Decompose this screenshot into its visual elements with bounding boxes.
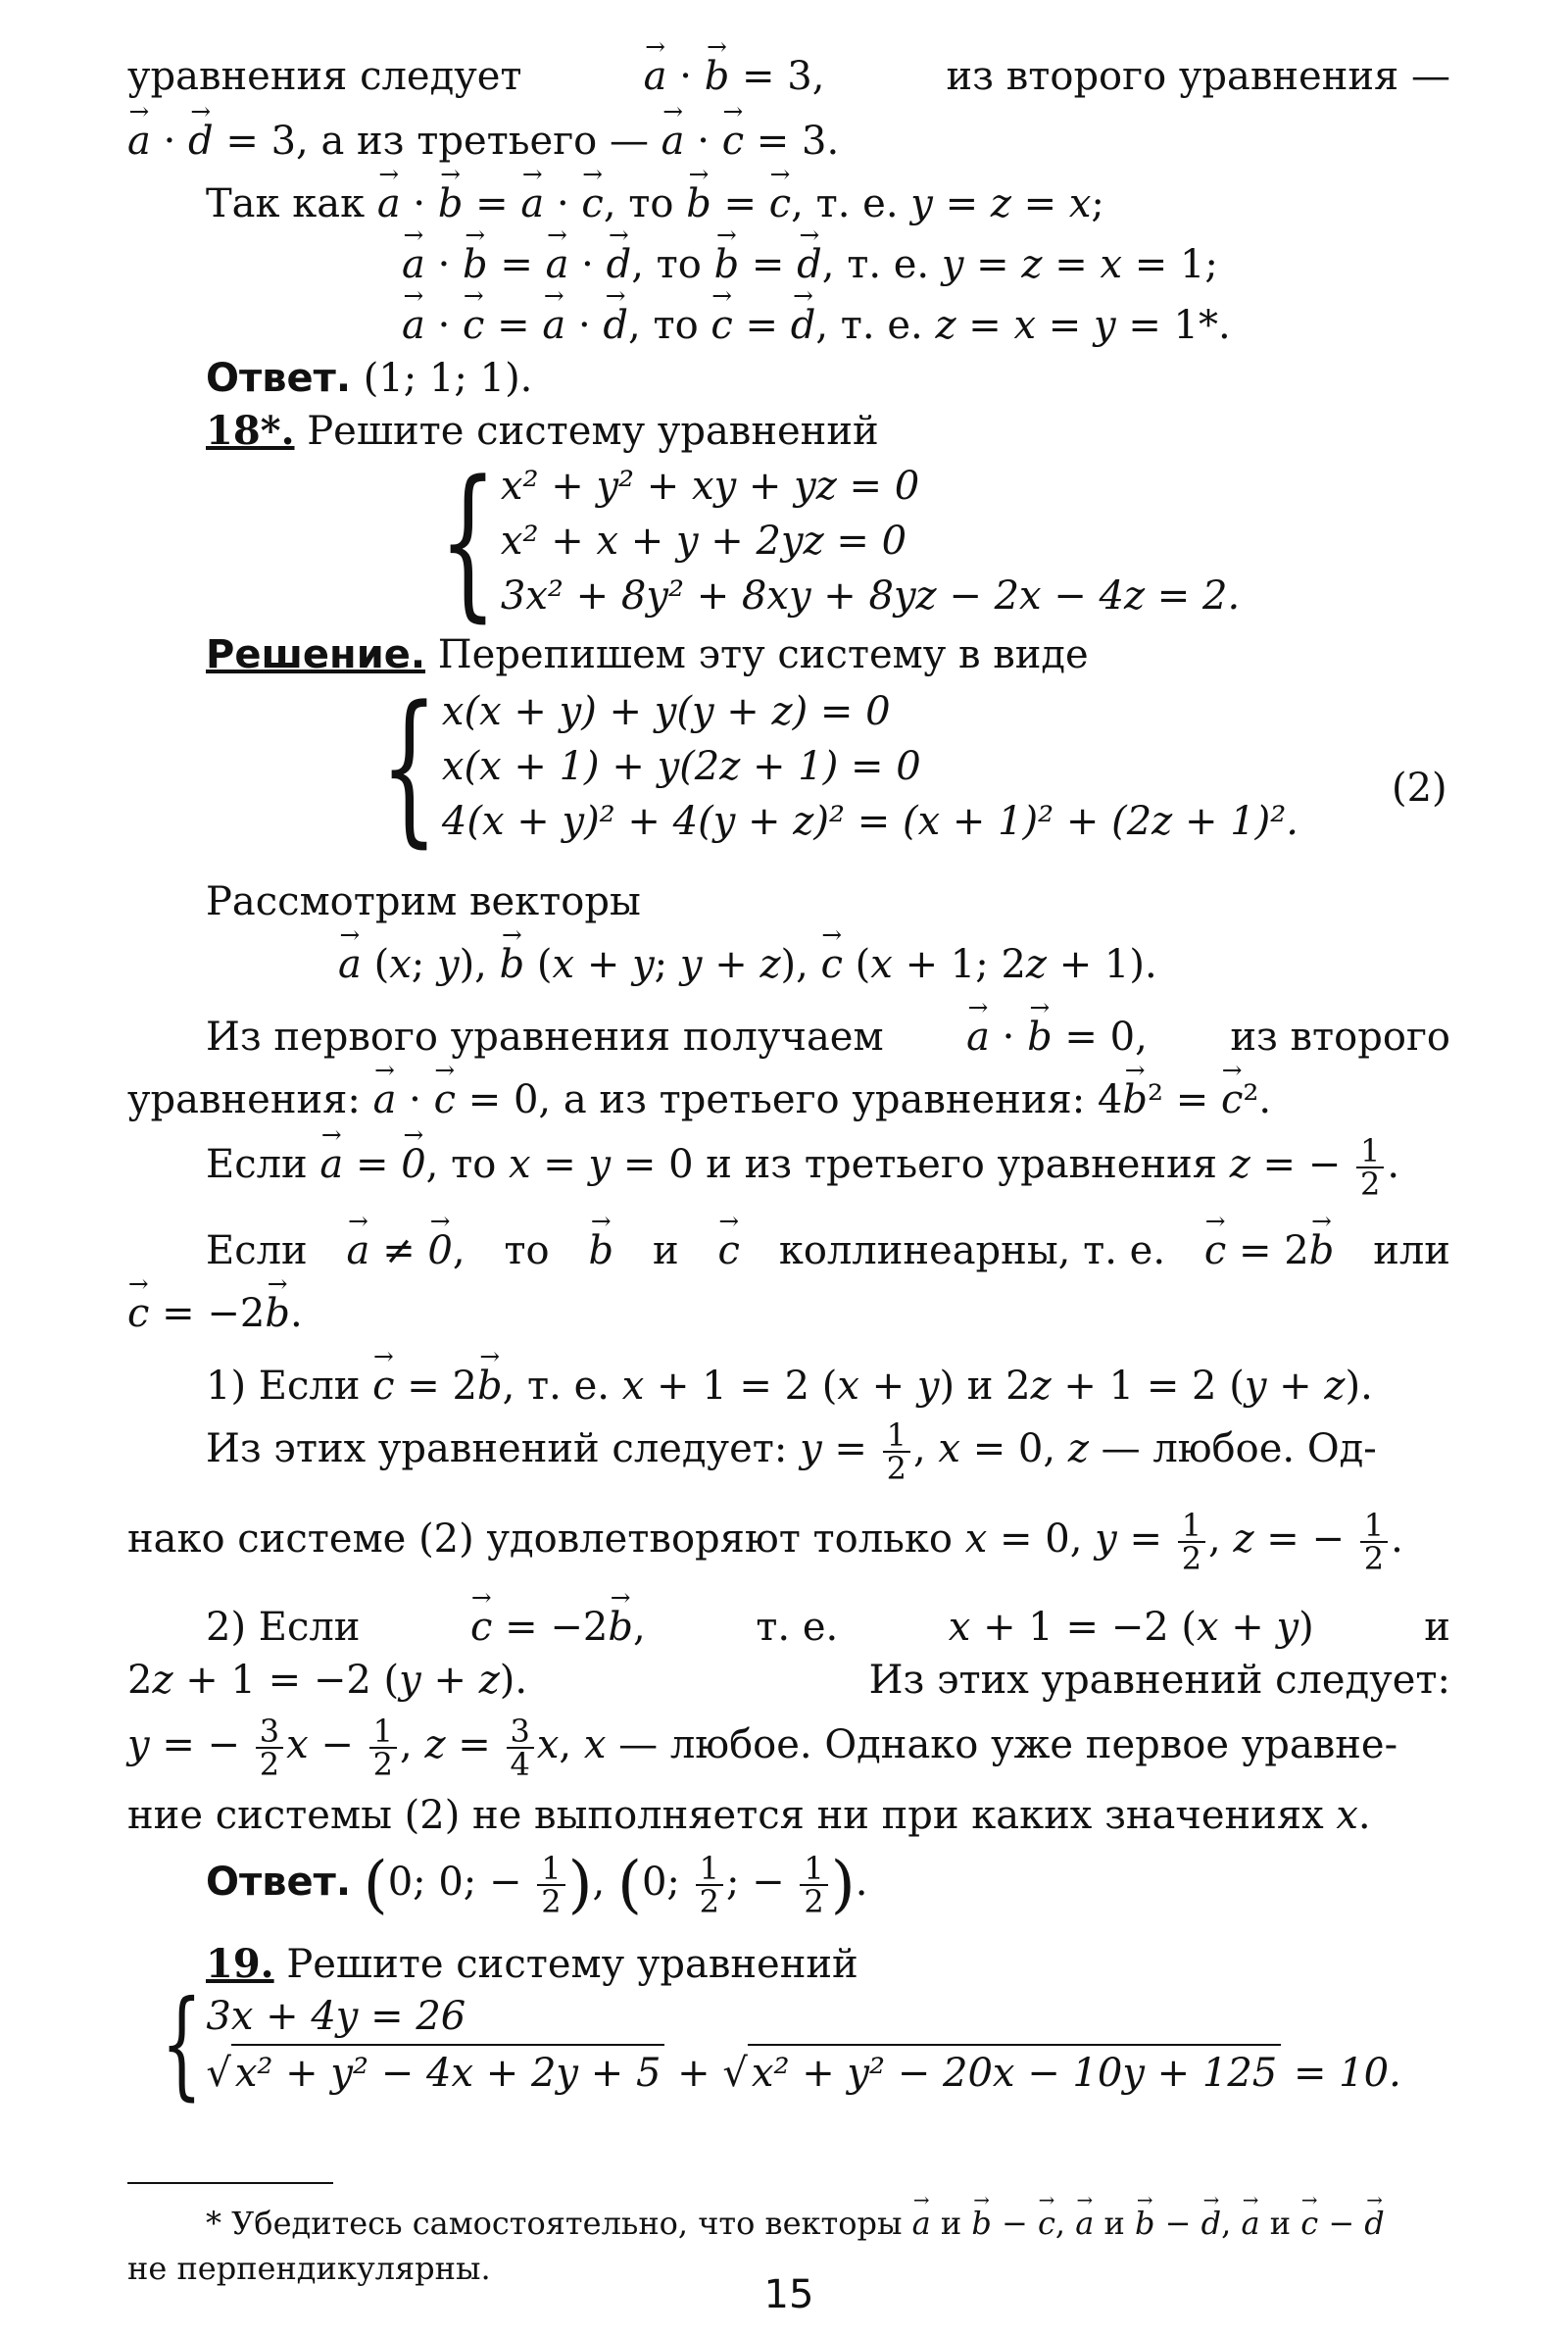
text-line-if-a-nonzero: Если → a ≠ → 0, то → b и → c коллинеарны, т. е. → c = 2→ b или [206,1223,1450,1278]
footnote-line-2: не перпендикулярны. [127,2250,491,2287]
answer-17: Ответ. (1; 1; 1). [206,356,533,401]
text-line-if-a-zero: Если → a = → 0, то x = y = 0 и из третьего уравнения z = − $\frac{1}{2}$ . [206,1135,1399,1200]
solution-heading: Решение. Перепишем эту систему в виде [206,632,1089,677]
page-number: 15 [763,2272,814,2317]
case-1-satisfy: нако системе (2) удовлетворяют только x = 0, y = $\frac{1}{2}$ , z = − $\frac{1}{2}$ . [127,1507,1403,1577]
vector-definitions: → a (x; y), → b (x + y; y + z), → c (x + 1; 2z + 1). [338,937,1157,992]
system-18: { x² + y² + xy + yz = 0 x² + x + y + 2yz = 0 3x² + 8y² + 8xy + 8yz − 2x − 4z = 2. [439,445,1241,637]
case-2: 2) Если → c = −2→ b, т. е. x + 1 = −2 (x + y) и [206,1600,1450,1655]
consider-vectors: Рассмотрим векторы [206,879,641,924]
text-line-3: Так как → a · → b = → a · → c, то → b = → c, т. е. y = z = x; [206,176,1104,231]
problem-19-heading: 19. Решите систему уравнений [206,1941,858,1987]
case-1-follows: Из этих уравнений следует: y = $\frac{1}{2}$ , x = 0, z — любое. Од- [206,1416,1377,1487]
footnote-rule [127,2182,333,2184]
case-2-cont: 2z + 1 = −2 (y + z). Из этих уравнений следует: [127,1658,1450,1703]
answer-18: Ответ. (0; 0; − $\frac{1}{2}$ ), (0; $\frac{1}{2}$ ; − $\frac{1}{2}$ ). [206,1849,868,1921]
case-2-not-satisfied: ние системы (2) не выполняется ни при каких значениях x. [127,1793,1371,1838]
text-line-c-minus: → c = −2→ b. [127,1286,303,1341]
system-2: { x(x + y) + y(y + z) = 0 x(x + 1) + y(2z + 1) = 0 4(x + y)² + 4(y + z)² = (x + 1)² + (2z + 1)². [380,670,1298,863]
equation-tag: (2) [1392,766,1447,811]
footnote-line-1: * Убедитесь самостоятельно, что векторы → a и → b − → c, → a и → b − → d, → a и → c − → d [206,2202,1385,2245]
text-line-5: → a · → c = → a · → d, то → c = → d, т. е. z = x = y = 1*. [402,298,1231,353]
text-line-4: → a · → b = → a · → d, то → b = → d, т. е. y = z = x = 1; [402,237,1218,292]
case-2-follows: y = − $\frac{3}{2}$ x − $\frac{1}{2}$ , z = $\frac{3}{4}$ x, x — любое. Однако уже первое уравне- [127,1713,1398,1783]
text-line-from-first: Из первого уравнения получаем → a · → b = 0, из второго [206,1010,1450,1065]
system-19: { 3x + 4y = 26 √ x² + y² − 4x + 2y + 5 + √ x² + y² − 20x − 10y + 125 = 10. [161,1976,1401,2112]
text-line-1: уравнения следует → a · → b = 3, из второго уравнения — [127,49,1450,104]
problem-18-heading: 18*. Решите систему уравнений [206,408,879,454]
text-line-equations: уравнения: → a · → c = 0, а из третьего уравнения: 4→ b² = → c². [127,1072,1271,1127]
text-line-2: → a · → d = 3, а из третьего — → a · → c = 3. [127,114,839,169]
case-1: 1) Если → c = 2→ b, т. е. x + 1 = 2 (x + y) и 2z + 1 = 2 (y + z). [206,1359,1373,1414]
